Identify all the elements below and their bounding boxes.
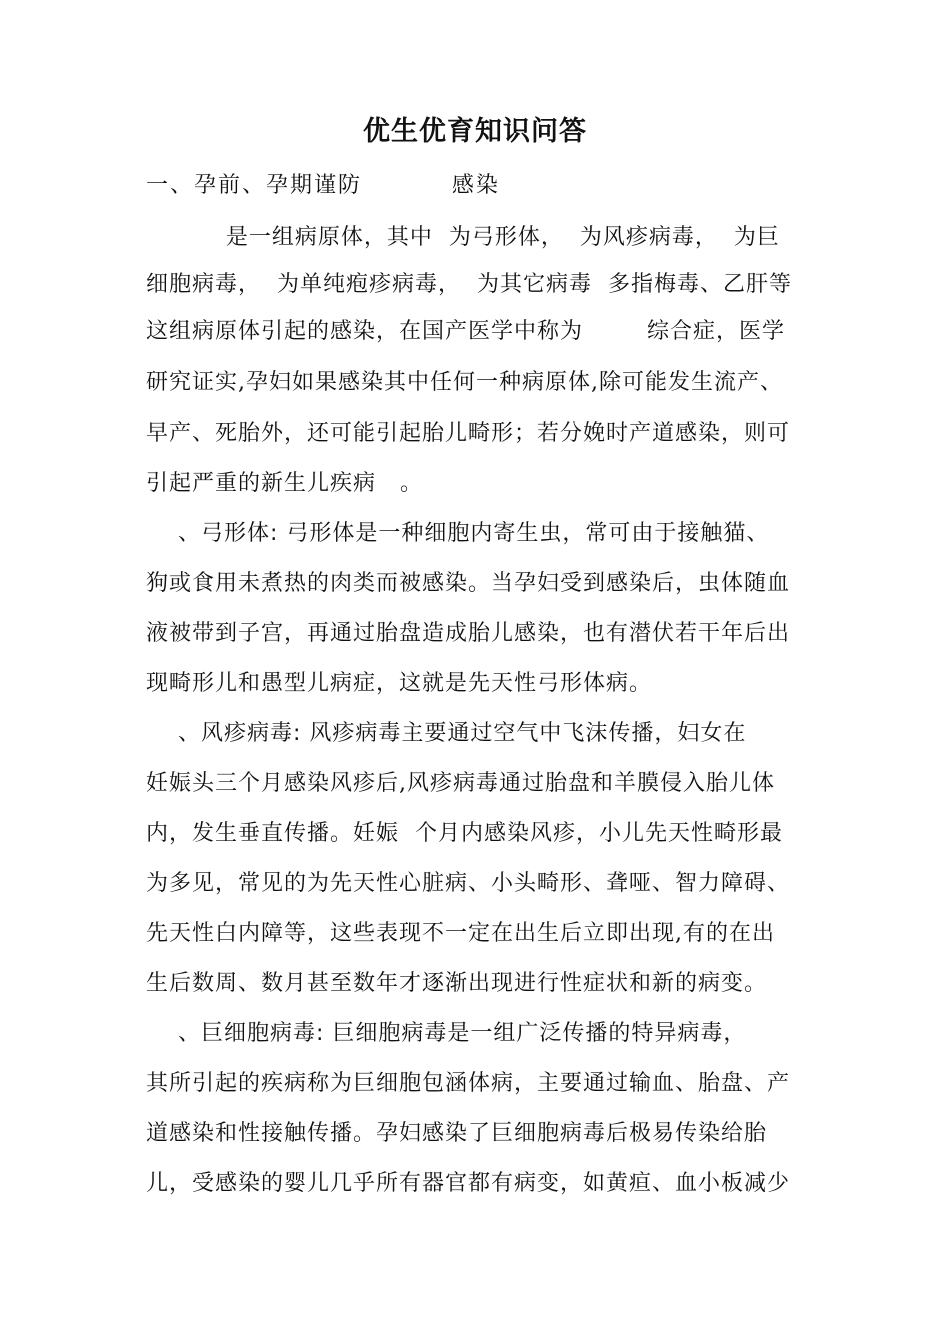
- p1-heading: 、弓形体:: [146, 521, 279, 546]
- intro-line-4: 研究证实,孕妇如果感染其中任何一种病原体,除可能发生流产、: [146, 370, 783, 395]
- section-heading: 一、孕前、孕期谨防 感染: [146, 173, 500, 198]
- p2-line-1-text: 风疹病毒主要通过空气中飞沫传播，妇女在: [301, 721, 747, 746]
- p2-heading: 、风疹病毒:: [146, 721, 302, 746]
- p1-line-2: 狗或食用未煮热的肉类而被感染。当孕妇受到感染后，虫体随血: [146, 571, 791, 596]
- p3-line-1-text: 巨细胞病毒是一组广泛传播的特异病毒，: [324, 1021, 747, 1046]
- p3-line-4: 儿，受感染的婴儿几乎所有器官都有病变，如黄疸、血小板减少: [146, 1171, 791, 1196]
- p2-line-2: 妊娠头三个月感染风疹后,风疹病毒通过胎盘和羊膜侵入胎儿体: [146, 771, 775, 796]
- p3-line-1: [146, 1016, 811, 1052]
- p2-line-5: 先天性白内障等，这些表现不一定在出生后立即出现,有的在出: [146, 921, 775, 946]
- p2-line-3: 内，发生垂直传播。妊娠 个月内感染风疹，小儿先天性畸形最: [146, 821, 783, 846]
- p1-line-3: 液被带到子宫，再通过胎盘造成胎儿感染，也有潜伏若干年后出: [146, 621, 791, 646]
- p3-heading: 、巨细胞病毒:: [146, 1021, 325, 1046]
- p2-line-4: 为多见，常见的为先天性心脏病、小头畸形、聋哑、智力障碍、: [146, 871, 791, 896]
- p2-line-6: 生后数周、数月甚至数年才逐渐出现进行性症状和新的病变。: [146, 971, 768, 996]
- p2-line-1: [146, 716, 811, 752]
- intro-line-2: 细胞病毒， 为单纯疱疹病毒， 为其它病毒 多指梅毒、乙肝等: [146, 272, 792, 297]
- intro-line-5: 早产、死胎外，还可能引起胎儿畸形；若分娩时产道感染，则可: [146, 421, 791, 446]
- p1-line-1: [146, 516, 811, 552]
- document-title: 优生优育知识问答: [363, 116, 587, 147]
- p1-line-4: 现畸形儿和愚型儿病症，这就是先天性弓形体病。: [146, 671, 653, 696]
- p1-line-1-text: 弓形体是一种细胞内寄生虫，常可由于接触猫、: [278, 521, 770, 546]
- p3-line-2: 其所引起的疾病称为巨细胞包涵体病，主要通过输血、胎盘、产: [146, 1071, 791, 1096]
- intro-line-3: 这组病原体引起的感染，在国产医学中称为 综合症，医学: [146, 319, 785, 344]
- p3-line-3: 道感染和性接触传播。孕妇感染了巨细胞病毒后极易传染给胎: [146, 1121, 768, 1146]
- intro-line-1: 是一组病原体，其中 为弓形体， 为风疹病毒， 为巨: [146, 225, 780, 250]
- intro-line-6: 引起严重的新生儿疾病 。: [146, 471, 423, 496]
